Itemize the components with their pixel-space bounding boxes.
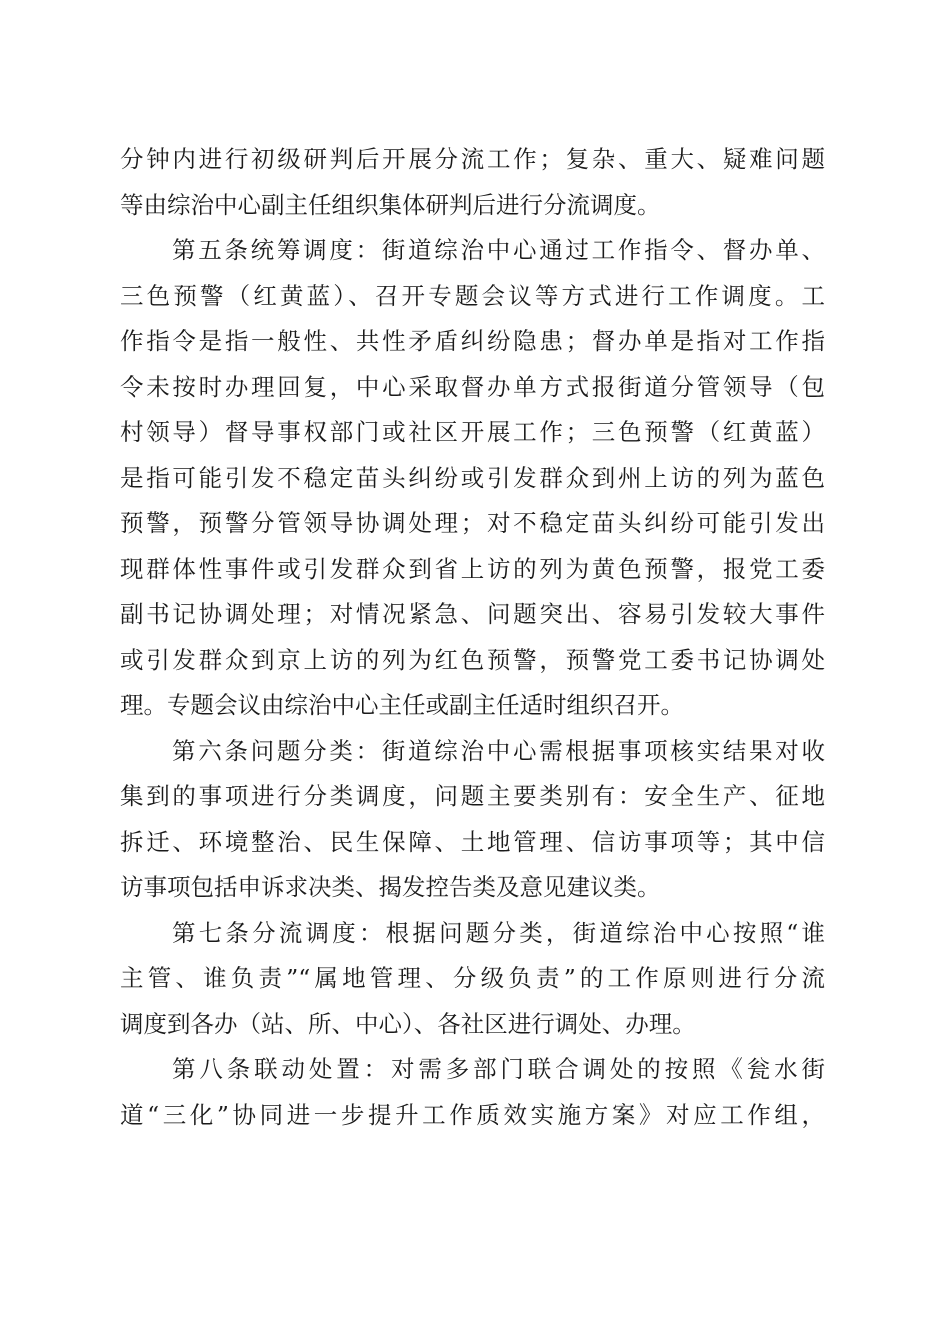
text-line: 是指可能引发不稳定苗头纠纷或引发群众到州上访的列为蓝色 <box>120 463 825 492</box>
text-line: 访事项包括申诉求决类、揭发控告类及意见建议类。 <box>120 873 661 901</box>
text-line: 第六条问题分类：街道综治中心需根据事项核实结果对收 <box>172 736 825 765</box>
text-line: 现群体性事件或引发群众到省上访的列为黄色预警，报党工委 <box>120 554 825 583</box>
text-line: 三色预警（红黄蓝）、召开专题会议等方式进行工作调度。工 <box>120 281 825 310</box>
text-line: 拆迁、环境整治、民生保障、土地管理、信访事项等；其中信 <box>120 827 825 856</box>
text-line: 第五条统筹调度：街道综治中心通过工作指令、督办单、 <box>172 236 825 264</box>
text-line: 等由综治中心副主任组织集体研判后进行分流调度。 <box>120 190 661 219</box>
text-line: 分钟内进行初级研判后开展分流工作；复杂、重大、疑难问题 <box>120 145 825 173</box>
text-line: 作指令是指一般性、共性矛盾纠纷隐患；督办单是指对工作指 <box>120 327 825 355</box>
text-line: 或引发群众到京上访的列为红色预警，预警党工委书记协调处 <box>120 645 825 674</box>
text-line: 预警，预警分管领导协调处理；对不稳定苗头纠纷可能引发出 <box>120 509 825 537</box>
text-line: 主管、谁负责”“属地管理、分级负责”的工作原则进行分流 <box>120 964 825 992</box>
text-line: 道“三化”协同进一步提升工作质效实施方案》对应工作组， <box>120 1100 825 1129</box>
text-line: 第八条联动处置：对需多部门联合调处的按照《瓮水街 <box>172 1055 825 1083</box>
text-line: 调度到各办（站、所、中心）、各社区进行调处、办理。 <box>120 1009 696 1038</box>
document-body <box>120 137 825 1138</box>
text-line: 理。专题会议由综治中心主任或副主任适时组织召开。 <box>120 691 684 719</box>
text-line: 第七条分流调度：根据问题分类，街道综治中心按照“谁 <box>172 918 825 947</box>
text-line: 村领导）督导事权部门或社区开展工作；三色预警（红黄蓝） <box>120 418 825 446</box>
text-line: 副书记协调处理；对情况紧急、问题突出、容易引发较大事件 <box>120 600 825 628</box>
text-line: 令未按时办理回复，中心采取督办单方式报街道分管领导（包 <box>120 372 825 401</box>
text-line: 集到的事项进行分类调度，问题主要类别有：安全生产、征地 <box>120 782 825 810</box>
